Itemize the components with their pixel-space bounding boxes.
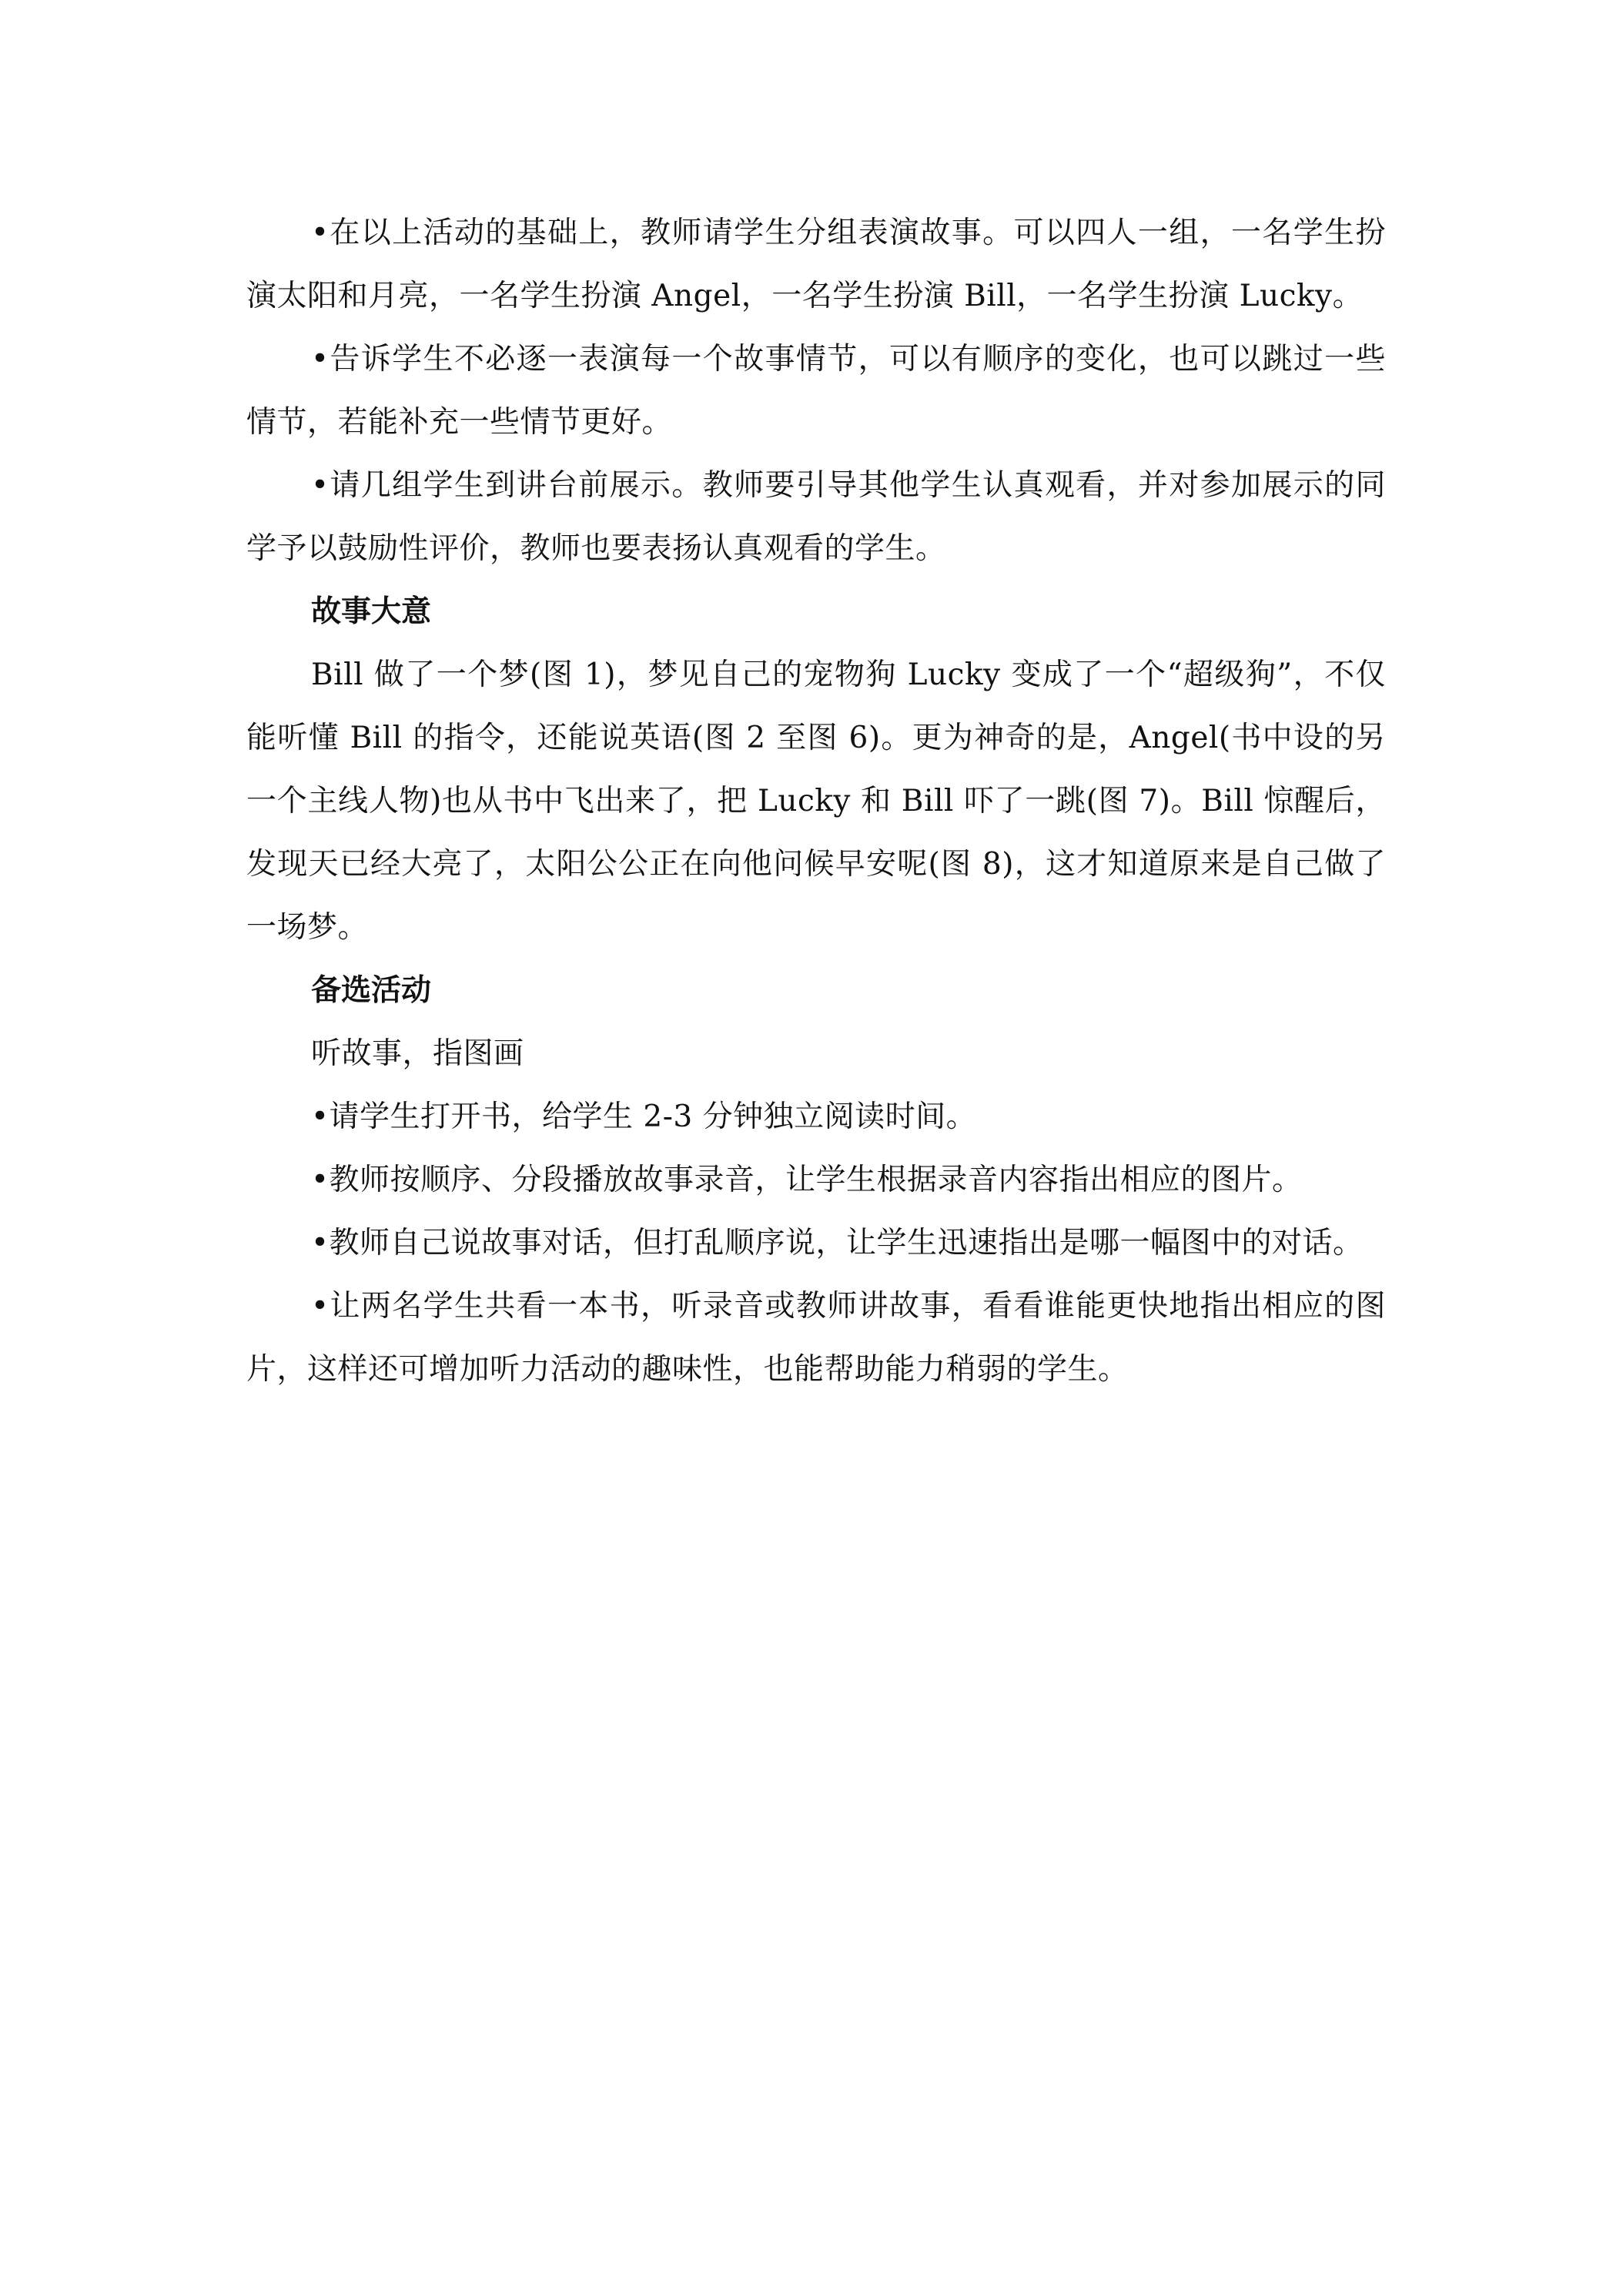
optional-step-4: •让两名学生共看一本书，听录音或教师讲故事，看看谁能更快地指出相应的图片，这样还可增加听力活动的趣味性，也能帮助能力稍弱的学生。 — [246, 1289, 1386, 1387]
optional-step-2: •教师按顺序、分段播放故事录音，让学生根据录音内容指出相应的图片。 — [311, 1163, 1303, 1197]
optional-step-1: •请学生打开书，给学生 2-3 分钟独立阅读时间。 — [311, 1099, 977, 1134]
perform-step-3: •请几组学生到讲台前展示。教师要引导其他学生认真观看，并对参加展示的同学予以鼓励性评价，教师也要表扬认真观看的学生。 — [246, 468, 1386, 566]
optional-activity-subheading: 听故事，指图画 — [311, 1036, 524, 1071]
perform-step-2: •告诉学生不必逐一表演每一个故事情节，可以有顺序的变化，也可以跳过一些情节，若能补充一些情节更好。 — [246, 342, 1386, 440]
document-body — [246, 202, 1386, 1401]
summary-heading: 故事大意 — [311, 594, 432, 629]
perform-step-1: •在以上活动的基础上，教师请学生分组表演故事。可以四人一组，一名学生扮演太阳和月亮，一名学生扮演 Angel，一名学生扮演 Bill，一名学生扮演 Lucky。 — [246, 216, 1386, 313]
summary-text: Bill 做了一个梦(图 1)，梦见自己的宠物狗 Lucky 变成了一个“超级狗”，不仅能听懂 Bill 的指令，还能说英语(图 2 至图 6)。更为神奇的是，Angel(书中设的另一个主线人物)也从书中飞出来了，把 Lucky 和 Bill 吓了一跳(图 7)。Bill 惊醒后，发现天已经大亮了，太阳公公正在向他问候早安呢(图 8)，这才知道原来是自己做了一场梦。 — [246, 658, 1386, 945]
optional-activity-heading: 备选活动 — [311, 973, 432, 1008]
optional-step-3: •教师自己说故事对话，但打乱顺序说，让学生迅速指出是哪一幅图中的对话。 — [311, 1226, 1364, 1260]
